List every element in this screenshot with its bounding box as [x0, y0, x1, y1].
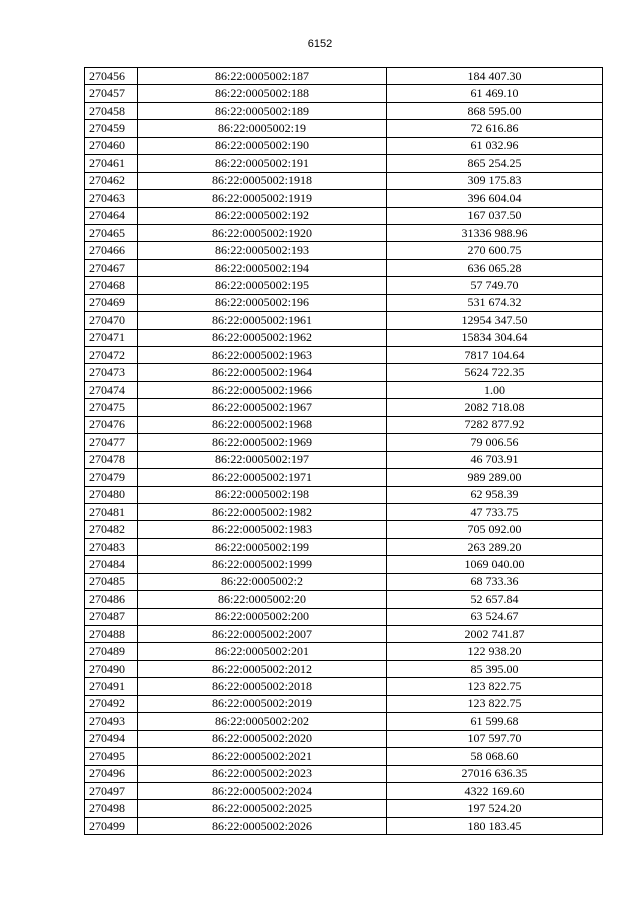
row-id-cell: 270458 — [85, 102, 138, 119]
cadastral-value-cell: 122 938.20 — [387, 643, 603, 660]
cadastral-number-cell: 86:22:0005002:2020 — [138, 730, 387, 747]
page-number: 6152 — [307, 38, 333, 50]
row-id-cell: 270456 — [85, 68, 138, 85]
table-row — [85, 695, 603, 712]
row-id-cell: 270457 — [85, 85, 138, 102]
row-id-cell: 270496 — [85, 765, 138, 782]
cadastral-number-cell: 86:22:0005002:201 — [138, 643, 387, 660]
cadastral-value-cell: 636 065.28 — [387, 259, 603, 276]
cadastral-value-cell: 2002 741.87 — [387, 626, 603, 643]
cadastral-value-cell: 58 068.60 — [387, 748, 603, 765]
cadastral-value-cell: 85 395.00 — [387, 660, 603, 677]
cadastral-value-cell: 4322 169.60 — [387, 782, 603, 799]
cadastral-number-cell: 86:22:0005002:1966 — [138, 381, 387, 398]
table-row — [85, 817, 603, 834]
cadastral-value-cell: 1069 040.00 — [387, 556, 603, 573]
table-row — [85, 486, 603, 503]
row-id-cell: 270495 — [85, 748, 138, 765]
table-row — [85, 678, 603, 695]
cadastral-number-cell: 86:22:0005002:196 — [138, 294, 387, 311]
cadastral-number-cell: 86:22:0005002:1969 — [138, 434, 387, 451]
cadastral-value-cell: 12954 347.50 — [387, 312, 603, 329]
cadastral-value-cell: 396 604.04 — [387, 190, 603, 207]
cadastral-number-cell: 86:22:0005002:1961 — [138, 312, 387, 329]
table-row — [85, 190, 603, 207]
cadastral-number-cell: 86:22:0005002:187 — [138, 68, 387, 85]
row-id-cell: 270485 — [85, 573, 138, 590]
cadastral-value-cell: 2082 718.08 — [387, 399, 603, 416]
cadastral-number-cell: 86:22:0005002:195 — [138, 277, 387, 294]
row-id-cell: 270472 — [85, 347, 138, 364]
cadastral-value-cell: 531 674.32 — [387, 294, 603, 311]
row-id-cell: 270481 — [85, 503, 138, 520]
table-row — [85, 503, 603, 520]
cadastral-value-cell: 61 599.68 — [387, 713, 603, 730]
table-row — [85, 381, 603, 398]
row-id-cell: 270464 — [85, 207, 138, 224]
cadastral-number-cell: 86:22:0005002:1963 — [138, 347, 387, 364]
table-row — [85, 155, 603, 172]
cadastral-number-cell: 86:22:0005002:202 — [138, 713, 387, 730]
table-row — [85, 277, 603, 294]
row-id-cell: 270486 — [85, 591, 138, 608]
cadastral-number-cell: 86:22:0005002:2026 — [138, 817, 387, 834]
row-id-cell: 270476 — [85, 416, 138, 433]
table-row — [85, 782, 603, 799]
cadastral-number-cell: 86:22:0005002:2025 — [138, 800, 387, 817]
cadastral-number-cell: 86:22:0005002:192 — [138, 207, 387, 224]
cadastral-number-cell: 86:22:0005002:1999 — [138, 556, 387, 573]
cadastral-value-cell: 52 657.84 — [387, 591, 603, 608]
cadastral-value-cell: 27016 636.35 — [387, 765, 603, 782]
row-id-cell: 270489 — [85, 643, 138, 660]
cadastral-value-cell: 68 733.36 — [387, 573, 603, 590]
cadastral-value-cell: 57 749.70 — [387, 277, 603, 294]
cadastral-number-cell: 86:22:0005002:188 — [138, 85, 387, 102]
cadastral-number-cell: 86:22:0005002:189 — [138, 102, 387, 119]
table-row — [85, 329, 603, 346]
row-id-cell: 270494 — [85, 730, 138, 747]
table-row — [85, 312, 603, 329]
cadastral-value-cell: 63 524.67 — [387, 608, 603, 625]
cadastral-value-cell: 31336 988.96 — [387, 224, 603, 241]
row-id-cell: 270480 — [85, 486, 138, 503]
table-row — [85, 434, 603, 451]
table-row — [85, 556, 603, 573]
row-id-cell: 270462 — [85, 172, 138, 189]
cadastral-value-cell: 61 469.10 — [387, 85, 603, 102]
cadastral-value-cell: 79 006.56 — [387, 434, 603, 451]
cadastral-number-cell: 86:22:0005002:1919 — [138, 190, 387, 207]
cadastral-value-cell: 167 037.50 — [387, 207, 603, 224]
row-id-cell: 270498 — [85, 800, 138, 817]
cadastral-number-cell: 86:22:0005002:190 — [138, 137, 387, 154]
cadastral-value-cell: 184 407.30 — [387, 68, 603, 85]
row-id-cell: 270497 — [85, 782, 138, 799]
cadastral-number-cell: 86:22:0005002:191 — [138, 155, 387, 172]
cadastral-value-cell: 705 092.00 — [387, 521, 603, 538]
table-row — [85, 102, 603, 119]
table-row — [85, 85, 603, 102]
row-id-cell: 270479 — [85, 469, 138, 486]
table-body — [85, 68, 603, 835]
table-row — [85, 364, 603, 381]
cadastral-number-cell: 86:22:0005002:198 — [138, 486, 387, 503]
table-row — [85, 224, 603, 241]
cadastral-value-cell: 123 822.75 — [387, 695, 603, 712]
table-row — [85, 207, 603, 224]
cadastral-value-cell: 7282 877.92 — [387, 416, 603, 433]
row-id-cell: 270465 — [85, 224, 138, 241]
row-id-cell: 270482 — [85, 521, 138, 538]
cadastral-value-table — [84, 67, 603, 835]
row-id-cell: 270468 — [85, 277, 138, 294]
cadastral-number-cell: 86:22:0005002:1962 — [138, 329, 387, 346]
cadastral-number-cell: 86:22:0005002:1920 — [138, 224, 387, 241]
cadastral-number-cell: 86:22:0005002:2019 — [138, 695, 387, 712]
cadastral-value-cell: 868 595.00 — [387, 102, 603, 119]
row-id-cell: 270470 — [85, 312, 138, 329]
cadastral-value-cell: 309 175.83 — [387, 172, 603, 189]
table-row — [85, 469, 603, 486]
cadastral-number-cell: 86:22:0005002:1971 — [138, 469, 387, 486]
cadastral-number-cell: 86:22:0005002:2021 — [138, 748, 387, 765]
cadastral-number-cell: 86:22:0005002:2012 — [138, 660, 387, 677]
cadastral-number-cell: 86:22:0005002:200 — [138, 608, 387, 625]
cadastral-value-cell: 72 616.86 — [387, 120, 603, 137]
table-row — [85, 765, 603, 782]
table-row — [85, 748, 603, 765]
row-id-cell: 270483 — [85, 538, 138, 555]
cadastral-value-cell: 61 032.96 — [387, 137, 603, 154]
table-row — [85, 608, 603, 625]
row-id-cell: 270493 — [85, 713, 138, 730]
row-id-cell: 270469 — [85, 294, 138, 311]
row-id-cell: 270491 — [85, 678, 138, 695]
cadastral-value-cell: 270 600.75 — [387, 242, 603, 259]
table-row — [85, 730, 603, 747]
cadastral-number-cell: 86:22:0005002:2024 — [138, 782, 387, 799]
table-row — [85, 399, 603, 416]
cadastral-number-cell: 86:22:0005002:1918 — [138, 172, 387, 189]
cadastral-number-cell: 86:22:0005002:197 — [138, 451, 387, 468]
cadastral-number-cell: 86:22:0005002:193 — [138, 242, 387, 259]
row-id-cell: 270473 — [85, 364, 138, 381]
table-row — [85, 68, 603, 85]
cadastral-number-cell: 86:22:0005002:1967 — [138, 399, 387, 416]
cadastral-value-cell: 180 183.45 — [387, 817, 603, 834]
row-id-cell: 270478 — [85, 451, 138, 468]
cadastral-value-cell: 7817 104.64 — [387, 347, 603, 364]
cadastral-value-cell: 197 524.20 — [387, 800, 603, 817]
table-row — [85, 137, 603, 154]
cadastral-number-cell: 86:22:0005002:1964 — [138, 364, 387, 381]
cadastral-value-cell: 865 254.25 — [387, 155, 603, 172]
cadastral-number-cell: 86:22:0005002:20 — [138, 591, 387, 608]
row-id-cell: 270467 — [85, 259, 138, 276]
row-id-cell: 270463 — [85, 190, 138, 207]
cadastral-number-cell: 86:22:0005002:2007 — [138, 626, 387, 643]
table-row — [85, 800, 603, 817]
cadastral-value-cell: 62 958.39 — [387, 486, 603, 503]
row-id-cell: 270466 — [85, 242, 138, 259]
cadastral-value-cell: 989 289.00 — [387, 469, 603, 486]
row-id-cell: 270488 — [85, 626, 138, 643]
table-row — [85, 538, 603, 555]
cadastral-value-cell: 123 822.75 — [387, 678, 603, 695]
table-row — [85, 242, 603, 259]
cadastral-number-cell: 86:22:0005002:199 — [138, 538, 387, 555]
cadastral-value-cell: 107 597.70 — [387, 730, 603, 747]
cadastral-number-cell: 86:22:0005002:1982 — [138, 503, 387, 520]
cadastral-value-cell: 263 289.20 — [387, 538, 603, 555]
table-row — [85, 294, 603, 311]
row-id-cell: 270461 — [85, 155, 138, 172]
table-row — [85, 660, 603, 677]
row-id-cell: 270475 — [85, 399, 138, 416]
row-id-cell: 270477 — [85, 434, 138, 451]
cadastral-value-cell: 46 703.91 — [387, 451, 603, 468]
cadastral-value-cell: 15834 304.64 — [387, 329, 603, 346]
row-id-cell: 270471 — [85, 329, 138, 346]
row-id-cell: 270487 — [85, 608, 138, 625]
cadastral-number-cell: 86:22:0005002:1968 — [138, 416, 387, 433]
table-row — [85, 591, 603, 608]
cadastral-number-cell: 86:22:0005002:2023 — [138, 765, 387, 782]
table-row — [85, 347, 603, 364]
row-id-cell: 270474 — [85, 381, 138, 398]
table-row — [85, 120, 603, 137]
row-id-cell: 270490 — [85, 660, 138, 677]
table-row — [85, 172, 603, 189]
cadastral-number-cell: 86:22:0005002:194 — [138, 259, 387, 276]
row-id-cell: 270484 — [85, 556, 138, 573]
row-id-cell: 270492 — [85, 695, 138, 712]
table-row — [85, 259, 603, 276]
cadastral-number-cell: 86:22:0005002:1983 — [138, 521, 387, 538]
row-id-cell: 270459 — [85, 120, 138, 137]
cadastral-number-cell: 86:22:0005002:2 — [138, 573, 387, 590]
cadastral-number-cell: 86:22:0005002:19 — [138, 120, 387, 137]
cadastral-value-cell: 5624 722.35 — [387, 364, 603, 381]
table-row — [85, 451, 603, 468]
table-row — [85, 573, 603, 590]
table-row — [85, 643, 603, 660]
table-row — [85, 626, 603, 643]
table-row — [85, 416, 603, 433]
table-row — [85, 713, 603, 730]
table-row — [85, 521, 603, 538]
cadastral-number-cell: 86:22:0005002:2018 — [138, 678, 387, 695]
cadastral-value-cell: 47 733.75 — [387, 503, 603, 520]
row-id-cell: 270499 — [85, 817, 138, 834]
cadastral-value-cell: 1.00 — [387, 381, 603, 398]
row-id-cell: 270460 — [85, 137, 138, 154]
